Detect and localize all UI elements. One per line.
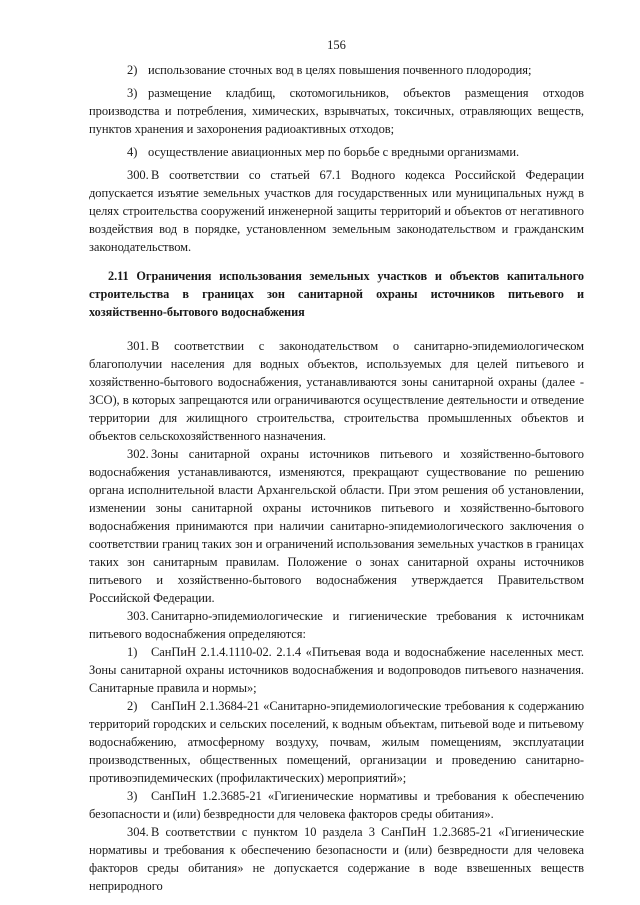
- numbered-paragraph: [89, 823, 584, 895]
- section-heading: 2.11 Ограничения использования земельных участков и объектов капитального строительства в границах зон санитарной охраны источников питьевого и хозяйственно-бытового водоснабжения: [89, 269, 584, 319]
- item-text: осуществление авиационных мер по борьбе с вредными организмами.: [148, 145, 520, 159]
- numbered-paragraph: [89, 337, 584, 445]
- list-item: [89, 143, 584, 161]
- paragraph-number: 302.: [127, 447, 149, 461]
- item-text: СанПиН 2.1.3684-21 «Санитарно-эпидемиологические требования к содержанию территорий городских и сельских поселений, к водным объектам, питьевой воде и питьевому водоснабжению, атмосферному воздуху, почвам, жилым помещениям, эксплуатации производственных, общественных помещений, организации и проведению санитарно-противоэпидемических (профилактических) мероприятий»;: [89, 699, 584, 785]
- page-number: 156: [327, 38, 346, 52]
- paragraph-text: В соответствии с пунктом 10 раздела 3 СанПиН 1.2.3685-21 «Гигиенические нормативы и требования к обеспечению безопасности и (или) безвредности для человека факторов среды обитания» не допускается содержание в воде взвешенных веществ неприродного: [89, 825, 584, 893]
- paragraph-number: 304.: [127, 825, 149, 839]
- item-number: 4): [127, 145, 138, 159]
- paragraph-text: В соответствии с законодательством о санитарно-эпидемиологическом благополучии населения для водных объектов, используемых для целей питьевого и хозяйственно-бытового водоснабжения, устанавливаются зоны санитарной охраны (далее - ЗСО), в которых запрещаются или ограничиваются осуществление деятельности и отведение территории для жилищного строительства, строительства промышленных объектов и объектов сельскохозяйственного назначения.: [89, 339, 584, 443]
- numbered-paragraph: [89, 445, 584, 607]
- item-text: СанПиН 2.1.4.1110-02. 2.1.4 «Питьевая вода и водоснабжение населенных мест. Зоны санитарной охраны источников водоснабжения и водопроводов питьевого назначения. Санитарные правила и нормы»;: [89, 645, 584, 695]
- list-item: [89, 697, 584, 787]
- paragraph-number: 300.: [127, 168, 149, 182]
- item-number: 3): [127, 789, 138, 803]
- item-text: размещение кладбищ, скотомогильников, объектов размещения отходов производства и потребления, химических, взрывчатых, токсичных, отравляющих веществ, пунктов хранения и захоронения радиоактивных отходов;: [89, 86, 584, 136]
- item-number: 3): [127, 86, 138, 100]
- numbered-paragraph: [89, 607, 584, 643]
- list-item: [89, 643, 584, 697]
- list-item: [89, 787, 584, 823]
- item-number: 2): [127, 63, 138, 77]
- paragraph-text: В соответствии со статьей 67.1 Водного кодекса Российской Федерации допускается изъятие земельных участков для государственных или муниципальных нужд в целях строительства сооружений инженерной защиты территорий и объектов от негативного воздействия вод в порядке, установленном земельным законодательством и гражданским законодательством.: [89, 168, 584, 254]
- paragraph-text: Зоны санитарной охраны источников питьевого и хозяйственно-бытового водоснабжения устанавливаются, изменяются, прекращают существование по решению органа исполнительной власти Архангельской области. При этом решения об установлении, изменении зоны санитарной охраны источников питьевого и хозяйственно-бытового водоснабжения принимаются при наличии санитарно-эпидемиологического заключения о соответствии границ таких зон и ограничений использования земельных участков в границах таких зон санитарным правилам. Положение о зонах санитарной охраны источников питьевого и хозяйственно-бытового водоснабжения утверждается Правительством Российской Федерации.: [89, 447, 584, 605]
- numbered-paragraph: [89, 166, 584, 256]
- paragraph-text: Санитарно-эпидемиологические и гигиенические требования к источникам питьевого водоснабжения определяются:: [89, 609, 584, 641]
- item-number: 2): [127, 699, 138, 713]
- list-item: [89, 84, 584, 138]
- paragraph-number: 303.: [127, 609, 149, 623]
- list-item: [89, 61, 584, 79]
- item-text: СанПиН 1.2.3685-21 «Гигиенические нормативы и требования к обеспечению безопасности и (или) безвредности для человека факторов среды обитания».: [89, 789, 584, 821]
- item-number: 1): [127, 645, 138, 659]
- item-text: использование сточных вод в целях повышения почвенного плодородия;: [148, 63, 532, 77]
- paragraph-number: 301.: [127, 339, 149, 353]
